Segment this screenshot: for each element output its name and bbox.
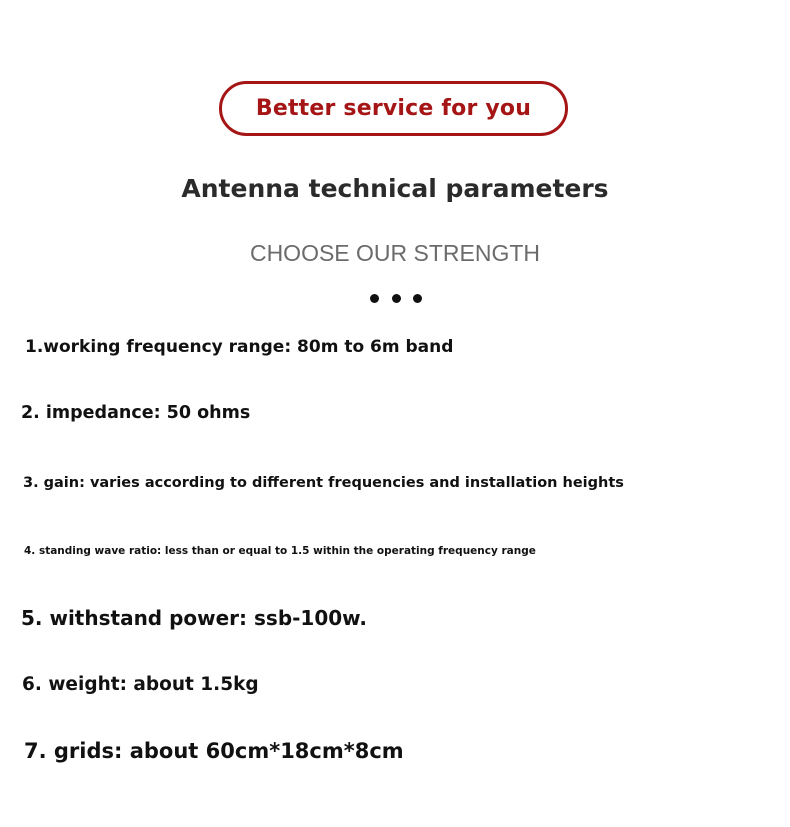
- service-badge: [219, 81, 568, 136]
- dot-icon: [370, 294, 379, 303]
- param-withstand-power: 5. withstand power: ssb-100w.: [21, 606, 367, 630]
- param-frequency-range: 1.working frequency range: 80m to 6m band: [25, 337, 454, 357]
- dot-icon: [413, 294, 422, 303]
- param-standing-wave-ratio: 4. standing wave ratio: less than or equal to 1.5 within the operating frequency range: [24, 545, 536, 557]
- param-gain: 3. gain: varies according to different frequencies and installation heights: [23, 475, 624, 491]
- page-subtitle: CHOOSE OUR STRENGTH: [249, 240, 541, 266]
- param-grids: 7. grids: about 60cm*18cm*8cm: [24, 739, 404, 763]
- param-impedance: 2. impedance: 50 ohms: [21, 403, 251, 423]
- param-weight: 6. weight: about 1.5kg: [22, 674, 259, 695]
- service-badge-label: Better service for you: [255, 96, 532, 121]
- dot-icon: [392, 294, 401, 303]
- page-title: Antenna technical parameters: [181, 174, 609, 203]
- ellipsis-divider: [370, 294, 422, 303]
